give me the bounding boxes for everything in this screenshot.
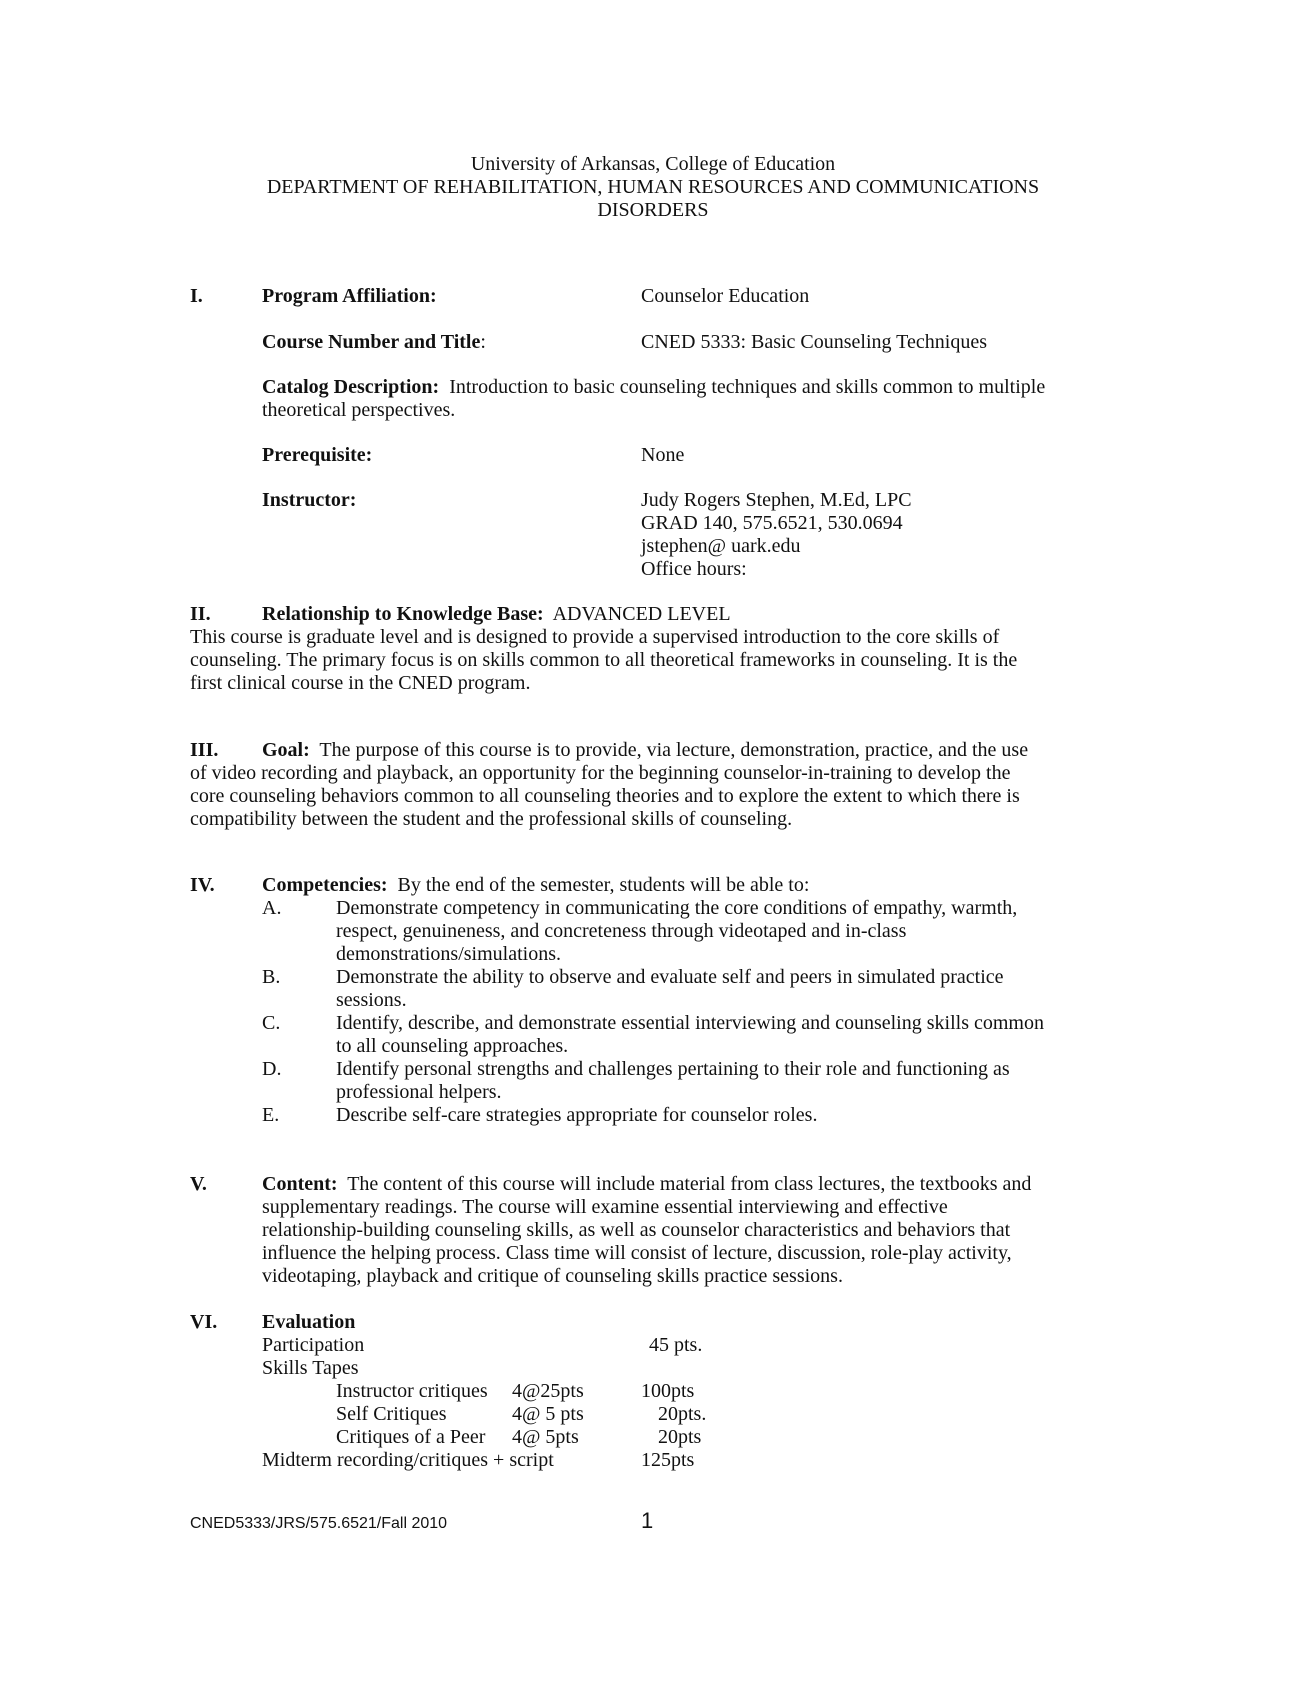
knowledge-base-text-3: first clinical course in the CNED program. bbox=[190, 672, 531, 694]
content-line-1 bbox=[262, 1172, 1031, 1196]
catalog-description-line bbox=[262, 375, 1045, 399]
competency-letter-e: E. bbox=[262, 1104, 280, 1126]
goal-text-4: compatibility between the student and the professional skills of counseling. bbox=[190, 808, 793, 830]
course-label-colon: : bbox=[480, 331, 486, 353]
section-5-numeral: V. bbox=[190, 1173, 207, 1195]
page-number: 1 bbox=[641, 1508, 654, 1533]
peer-critiques-count: 4@ 5pts bbox=[512, 1426, 579, 1448]
content-text-1: The content of this course will include material from class lectures, the textbooks and bbox=[347, 1173, 1032, 1195]
competency-letter-d: D. bbox=[262, 1058, 282, 1080]
peer-critiques-label: Critiques of a Peer bbox=[336, 1426, 486, 1448]
instructor-critiques-points: 100pts bbox=[641, 1380, 695, 1402]
footer-course-code: CNED5333/JRS/575.6521/Fall 2010 bbox=[190, 1515, 448, 1532]
goal-text-1: The purpose of this course is to provide, via lecture, demonstration, practice, and the use bbox=[319, 739, 1029, 761]
content-text-4: influence the helping process. Class time will consist of lecture, discussion, role-play activity, bbox=[262, 1242, 1012, 1264]
participation-points: 45 pts. bbox=[649, 1334, 703, 1356]
self-critiques-label: Self Critiques bbox=[336, 1403, 447, 1425]
competency-a-line-2: respect, genuineness, and concreteness through videotaped and in-class bbox=[336, 920, 907, 942]
section-2-numeral: II. bbox=[190, 603, 211, 625]
catalog-description-label: Catalog Description: bbox=[262, 376, 440, 398]
goal-label: Goal: bbox=[262, 739, 310, 761]
participation-label: Participation bbox=[262, 1334, 365, 1356]
prerequisite-label: Prerequisite: bbox=[262, 444, 373, 466]
department-line-continued: DISORDERS bbox=[597, 199, 709, 221]
knowledge-base-text-2: counseling. The primary focus is on skills common to all theoretical frameworks in counseling. It is the bbox=[190, 649, 1018, 671]
midterm-label: Midterm recording/critiques + script bbox=[262, 1449, 554, 1471]
course-label-text: Course Number and Title bbox=[262, 331, 481, 353]
instructor-name: Judy Rogers Stephen, M.Ed, LPC bbox=[641, 489, 912, 511]
course-number-title-label bbox=[262, 330, 486, 354]
course-number-title-value: CNED 5333: Basic Counseling Techniques bbox=[641, 331, 987, 353]
skills-tapes-label: Skills Tapes bbox=[262, 1357, 359, 1379]
knowledge-base-label: Relationship to Knowledge Base: bbox=[262, 603, 544, 625]
content-label: Content: bbox=[262, 1173, 338, 1195]
instructor-critiques-count: 4@25pts bbox=[512, 1380, 584, 1402]
section-1-numeral: I. bbox=[190, 285, 203, 307]
peer-critiques-points: 20pts bbox=[658, 1426, 702, 1448]
goal-text-2: of video recording and playback, an opportunity for the beginning counselor-in-training to develop the bbox=[190, 762, 1011, 784]
instructor-office: GRAD 140, 575.6521, 530.0694 bbox=[641, 512, 903, 534]
section-6-numeral: VI. bbox=[190, 1311, 218, 1333]
instructor-critiques-label: Instructor critiques bbox=[336, 1380, 488, 1402]
competency-letter-b: B. bbox=[262, 966, 281, 988]
competencies-heading bbox=[262, 873, 809, 897]
catalog-description-continued: theoretical perspectives. bbox=[262, 399, 456, 421]
goal-text-3: core counseling behaviors common to all counseling theories and to explore the extent to which there is bbox=[190, 785, 1020, 807]
catalog-description-text: Introduction to basic counseling techniques and skills common to multiple bbox=[449, 376, 1046, 398]
competency-letter-a: A. bbox=[262, 897, 282, 919]
competency-c-line-2: to all counseling approaches. bbox=[336, 1035, 569, 1057]
competencies-label: Competencies: bbox=[262, 874, 388, 896]
knowledge-base-heading bbox=[262, 602, 731, 626]
instructor-office-hours: Office hours: bbox=[641, 558, 747, 580]
university-line: University of Arkansas, College of Education bbox=[470, 153, 836, 175]
department-line: DEPARTMENT OF REHABILITATION, HUMAN RESOURCES AND COMMUNICATIONS bbox=[266, 176, 1040, 198]
competency-a-line-1: Demonstrate competency in communicating the core conditions of empathy, warmth, bbox=[336, 897, 1018, 919]
knowledge-base-text-1: This course is graduate level and is designed to provide a supervised introduction to the core skills of bbox=[190, 626, 1000, 648]
midterm-points: 125pts bbox=[641, 1449, 695, 1471]
knowledge-base-level: ADVANCED LEVEL bbox=[552, 603, 731, 625]
program-affiliation-value: Counselor Education bbox=[641, 285, 810, 307]
competency-a-line-3: demonstrations/simulations. bbox=[336, 943, 561, 965]
competency-b-line-2: sessions. bbox=[336, 989, 407, 1011]
section-4-numeral: IV. bbox=[190, 874, 215, 896]
competency-b-line-1: Demonstrate the ability to observe and evaluate self and peers in simulated practice bbox=[336, 966, 1004, 988]
competency-d-line-2: professional helpers. bbox=[336, 1081, 502, 1103]
competency-letter-c: C. bbox=[262, 1012, 281, 1034]
competencies-intro: By the end of the semester, students will be able to: bbox=[397, 874, 810, 896]
instructor-email: jstephen@ uark.edu bbox=[641, 535, 801, 557]
evaluation-label: Evaluation bbox=[262, 1311, 356, 1333]
prerequisite-value: None bbox=[641, 444, 685, 466]
self-critiques-points: 20pts. bbox=[658, 1403, 707, 1425]
self-critiques-count: 4@ 5 pts bbox=[512, 1403, 584, 1425]
content-text-5: videotaping, playback and critique of counseling skills practice sessions. bbox=[262, 1265, 843, 1287]
goal-line-1 bbox=[262, 738, 1028, 762]
competency-d-line-1: Identify personal strengths and challenges pertaining to their role and functioning as bbox=[336, 1058, 1010, 1080]
content-text-3: relationship-building counseling skills, as well as counselor characteristics and behaviors that bbox=[262, 1219, 1011, 1241]
competency-e-line-1: Describe self-care strategies appropriate for counselor roles. bbox=[336, 1104, 818, 1126]
content-text-2: supplementary readings. The course will examine essential interviewing and effective bbox=[262, 1196, 948, 1218]
competency-c-line-1: Identify, describe, and demonstrate essential interviewing and counseling skills common bbox=[336, 1012, 1044, 1034]
section-3-numeral: III. bbox=[190, 739, 219, 761]
program-affiliation-label: Program Affiliation: bbox=[262, 285, 437, 307]
instructor-label: Instructor: bbox=[262, 489, 357, 511]
